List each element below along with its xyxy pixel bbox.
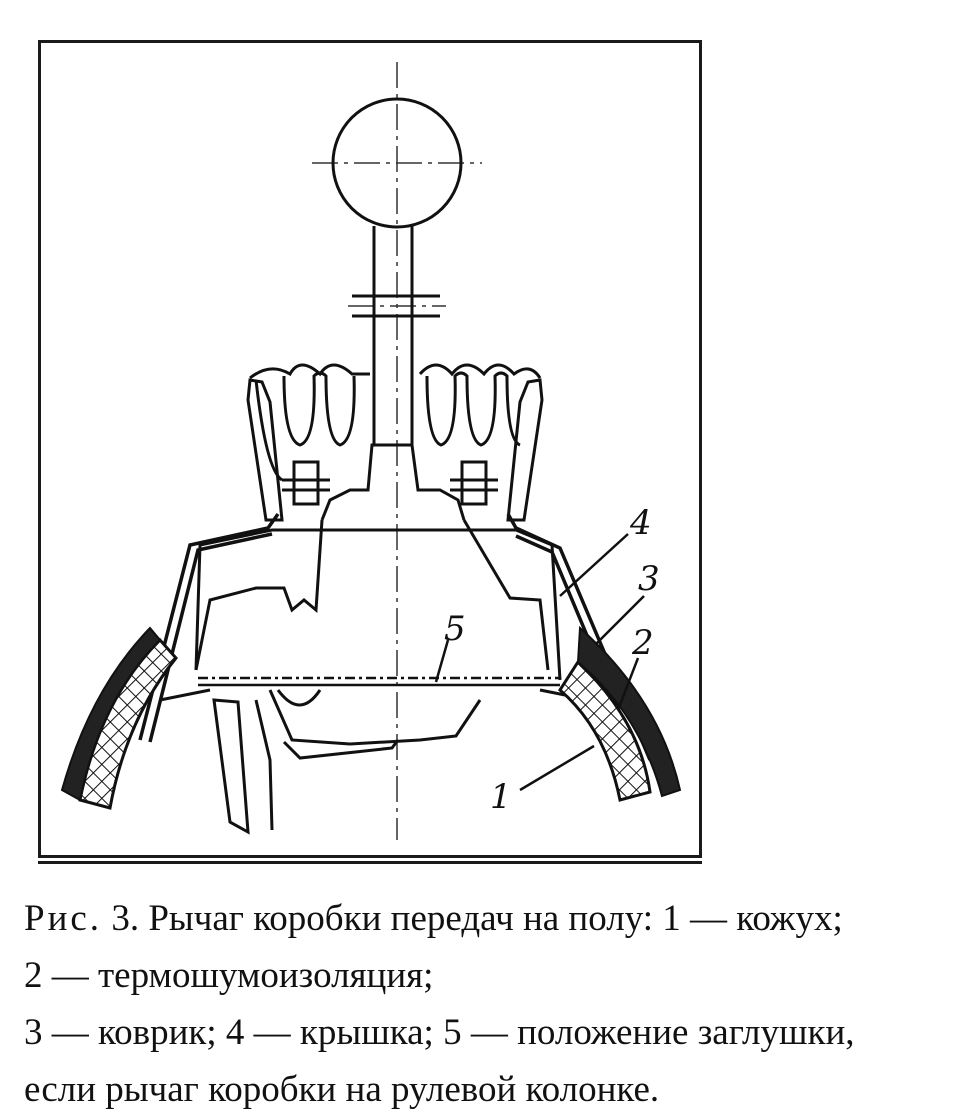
lower-bracket <box>160 690 590 832</box>
caption-line-2: 2 — термошумоизоляция; <box>24 955 434 996</box>
mounting-bolts <box>282 462 498 504</box>
insulation-left <box>62 628 176 808</box>
callout-4: 4 <box>630 503 652 543</box>
caption-line-1 <box>24 890 954 947</box>
caption-line-4: если рычаг коробки на рулевой колонке. <box>24 1069 660 1110</box>
rubber-boot <box>248 365 542 520</box>
caption-lead: Рис. <box>24 898 103 939</box>
center-lines <box>312 62 482 840</box>
lever-housing <box>196 445 560 680</box>
lever-shaft <box>352 226 440 445</box>
caption-line-3: 3 — коврик; 4 — крышка; 5 — положение заглушки, <box>24 1012 855 1053</box>
callout-2: 2 <box>632 623 654 663</box>
plug-position <box>198 678 560 685</box>
caption-line-1-text: 3. Рычаг коробки передач на полу: 1 — кожух; <box>111 898 843 939</box>
callout-1: 1 <box>490 777 512 817</box>
insulation-right <box>560 628 680 800</box>
callout-3: 3 <box>638 559 660 599</box>
figure-caption <box>24 890 954 1118</box>
callout-5: 5 <box>444 609 466 649</box>
